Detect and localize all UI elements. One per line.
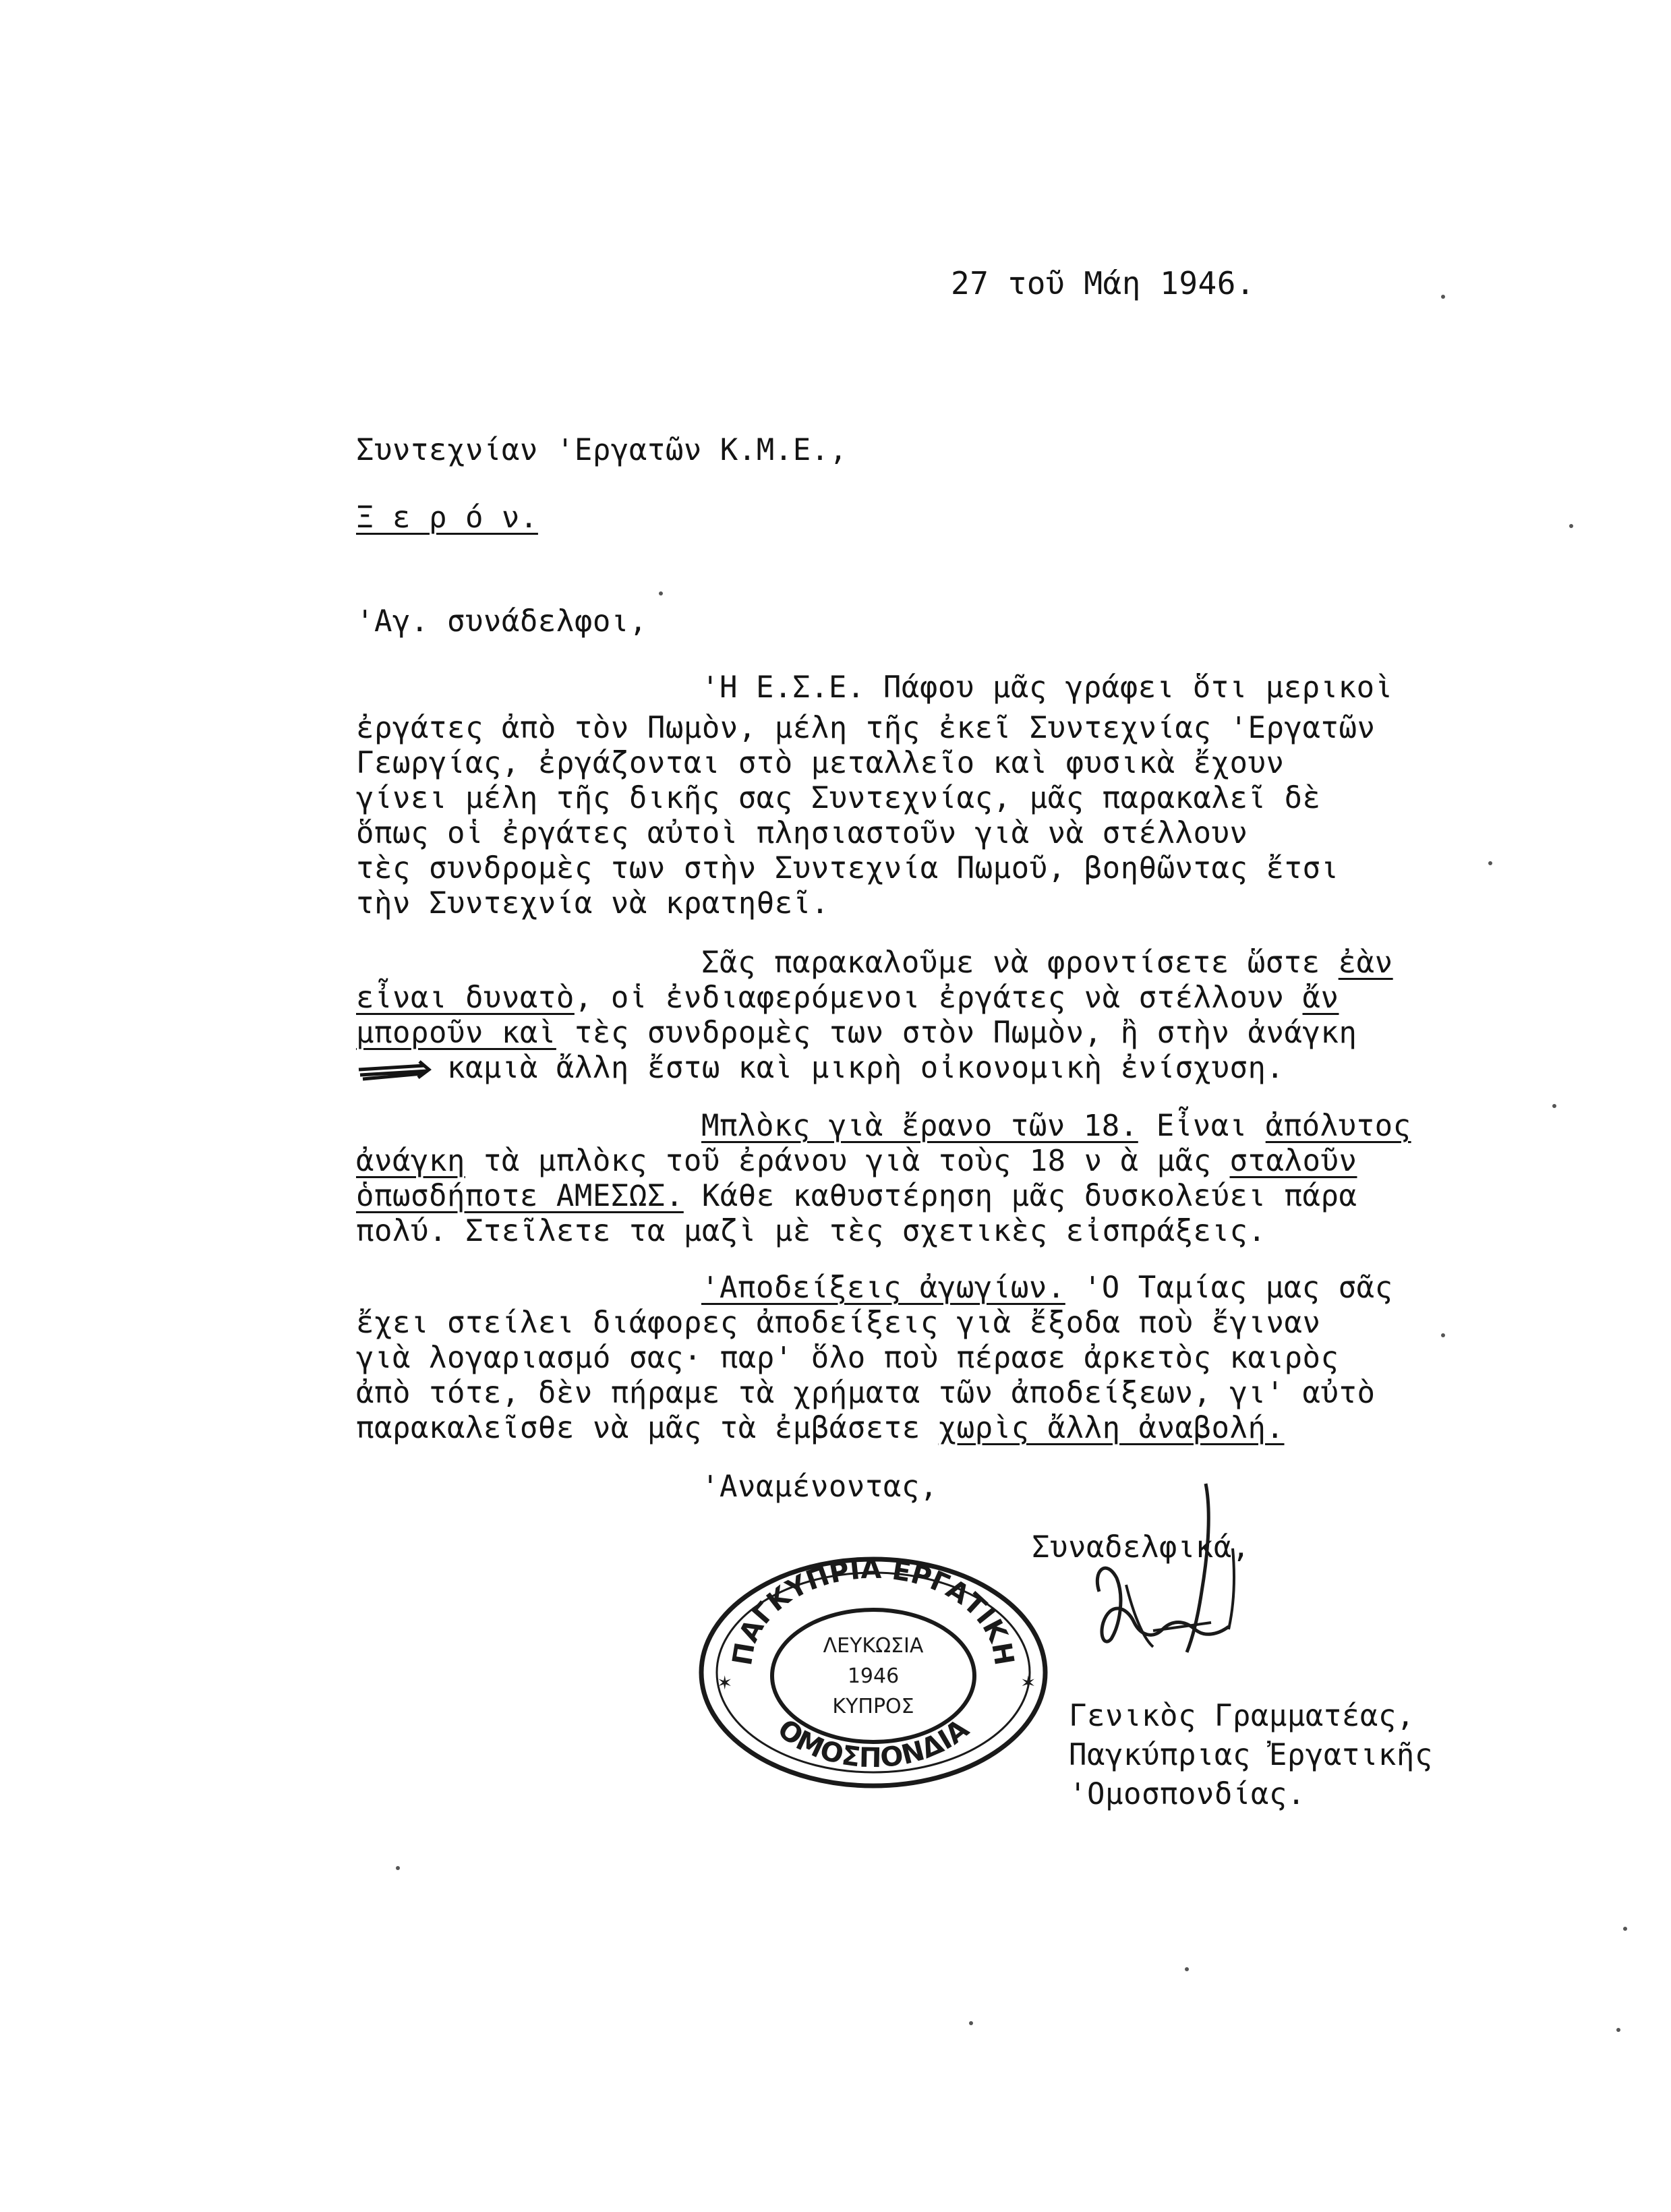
- p3-underlined: ὁπωσδήποτε ΑΜΕΣΩΣ.: [356, 1179, 684, 1213]
- p4-line-4: ἀπὸ τότε, δὲν πήραμε τὰ χρήματα τῶν ἀποδείξεων, γι' αὐτὸ: [356, 1376, 1376, 1410]
- p1-line: 'Η Ε.Σ.Ε. Πάφου μᾶς γράφει ὅτι μερικοὶ: [701, 670, 1393, 705]
- p4-text: παρακαλεῖσθε νὰ μᾶς τὰ ἐμβάσετε: [356, 1411, 939, 1445]
- sign-off: Συναδελφικά,: [1032, 1530, 1250, 1565]
- p4-line-2: ἔχει στείλει διάφορες ἀποδείξεις γιὰ ἔξοδα ποὺ ἔγιναν: [356, 1306, 1321, 1340]
- closing: 'Αναμένοντας,: [701, 1469, 938, 1504]
- salutation: 'Αγ. συνάδελφοι,: [356, 604, 647, 639]
- p4-underlined: χωρὶς ἄλλη ἀναβολή.: [938, 1411, 1285, 1445]
- recipient-line: Συντεχνίαν 'Εργατῶν Κ.Μ.Ε.,: [356, 433, 848, 467]
- stamp-star-icon: ✶: [717, 1672, 733, 1694]
- p2-underlined: μποροῦν καὶ: [356, 1016, 556, 1050]
- stamp-star-icon: ✶: [1020, 1672, 1036, 1694]
- p1-line: γίνει μέλη τῆς δικῆς σας Συντεχνίας, μᾶς παρακαλεῖ δὲ: [356, 781, 1321, 815]
- p2-text: Σᾶς παρακαλοῦμε νὰ φροντίσετε ὥστε: [701, 945, 1339, 980]
- p3-line-4: πολύ. Στεῖλετε τα μαζὶ μὲ τὲς σχετικὲς εἰσπράξεις.: [356, 1214, 1266, 1248]
- p3-underlined: σταλοῦν: [1229, 1144, 1357, 1178]
- p3-underlined: ἀνάγκη: [356, 1144, 465, 1178]
- p2-underlined: ἄν: [1302, 981, 1339, 1015]
- p2-underlined: εἶναι δυνατὸ: [356, 981, 575, 1015]
- p1-line: ἐργάτες ἀπὸ τὸν Πωμὸν, μέλη τῆς ἐκεῖ Συντεχνίας 'Εργατῶν: [356, 711, 1376, 745]
- stamp-country: ΚΥΠΡΟΣ: [832, 1695, 914, 1718]
- signatory-org: Παγκύπριας Ἐργατικῆς: [1069, 1738, 1433, 1772]
- signatory-title: Γενικὸς Γραμματέας,: [1069, 1699, 1415, 1733]
- stamp-bottom-arc: ΟΜΟΣΠΟΝΔΙΑ: [771, 1713, 975, 1774]
- stamp-year: 1946: [847, 1664, 900, 1688]
- letter-date: 27 τοῦ Μάη 1946.: [951, 265, 1256, 301]
- p2-text: τὲς συνδρομὲς των στὸν Πωμὸν, ἢ στὴν ἀνάγκη: [556, 1016, 1357, 1050]
- p1-line: ὅπως οἱ ἐργάτες αὐτοὶ πλησιαστοῦν γιὰ νὰ στέλλουν: [356, 816, 1248, 850]
- p3-text: Κάθε καθυστέρηση μᾶς δυσκολεύει πάρα: [683, 1179, 1357, 1213]
- signatory-org: 'Ομοσπονδίας.: [1069, 1777, 1306, 1811]
- p3-underlined: ἀπόλυτος: [1265, 1109, 1411, 1143]
- p2-underlined: ἐὰν: [1338, 945, 1393, 980]
- p1-line: τὲς συνδρομὲς των στὴν Συντεχνία Πωμοῦ, βοηθῶντας ἔτσι: [356, 851, 1339, 885]
- stamp-top-arc: ΠΑΓΚΥΠΡΙΑ ΕΡΓΑΤΙΚΗ: [727, 1553, 1020, 1668]
- p1-line: τὴν Συντεχνία νὰ κρατηθεῖ.: [356, 886, 829, 921]
- p4-text: 'Ο Ταμίας μας σᾶς: [1065, 1271, 1393, 1305]
- stamp-city: ΛΕΥΚΩΣΙΑ: [823, 1634, 924, 1658]
- p3-text: τὰ μπλὸκς τοῦ ἐράνου γιὰ τοὺς 18 ν ὰ μᾶς: [465, 1144, 1230, 1178]
- p2-line-4: καμιὰ ἄλλη ἔστω καὶ μικρὴ οἰκονομικὴ ἐνίσχυση.: [356, 1051, 1285, 1085]
- p4-line-3: γιὰ λογαριασμό σας· παρ' ὅλο ποὺ πέρασε ἀρκετὸς καιρὸς: [356, 1341, 1339, 1375]
- p2-text: , οἱ ἐνδιαφερόμενοι ἐργάτες νὰ στέλλουν: [574, 981, 1303, 1015]
- p1-line: Γεωργίας, ἐργάζονται στὸ μεταλλεῖο καὶ φυσικὰ ἔχουν: [356, 746, 1285, 780]
- p3-text: Εἶναι: [1138, 1109, 1266, 1143]
- p4-heading: 'Αποδείξεις ἀγωγίων.: [701, 1271, 1065, 1305]
- recipient-place: Ξ ε ρ ό ν.: [356, 500, 538, 535]
- p3-heading: Μπλὸκς γιὰ ἔρανο τῶν 18.: [701, 1109, 1138, 1143]
